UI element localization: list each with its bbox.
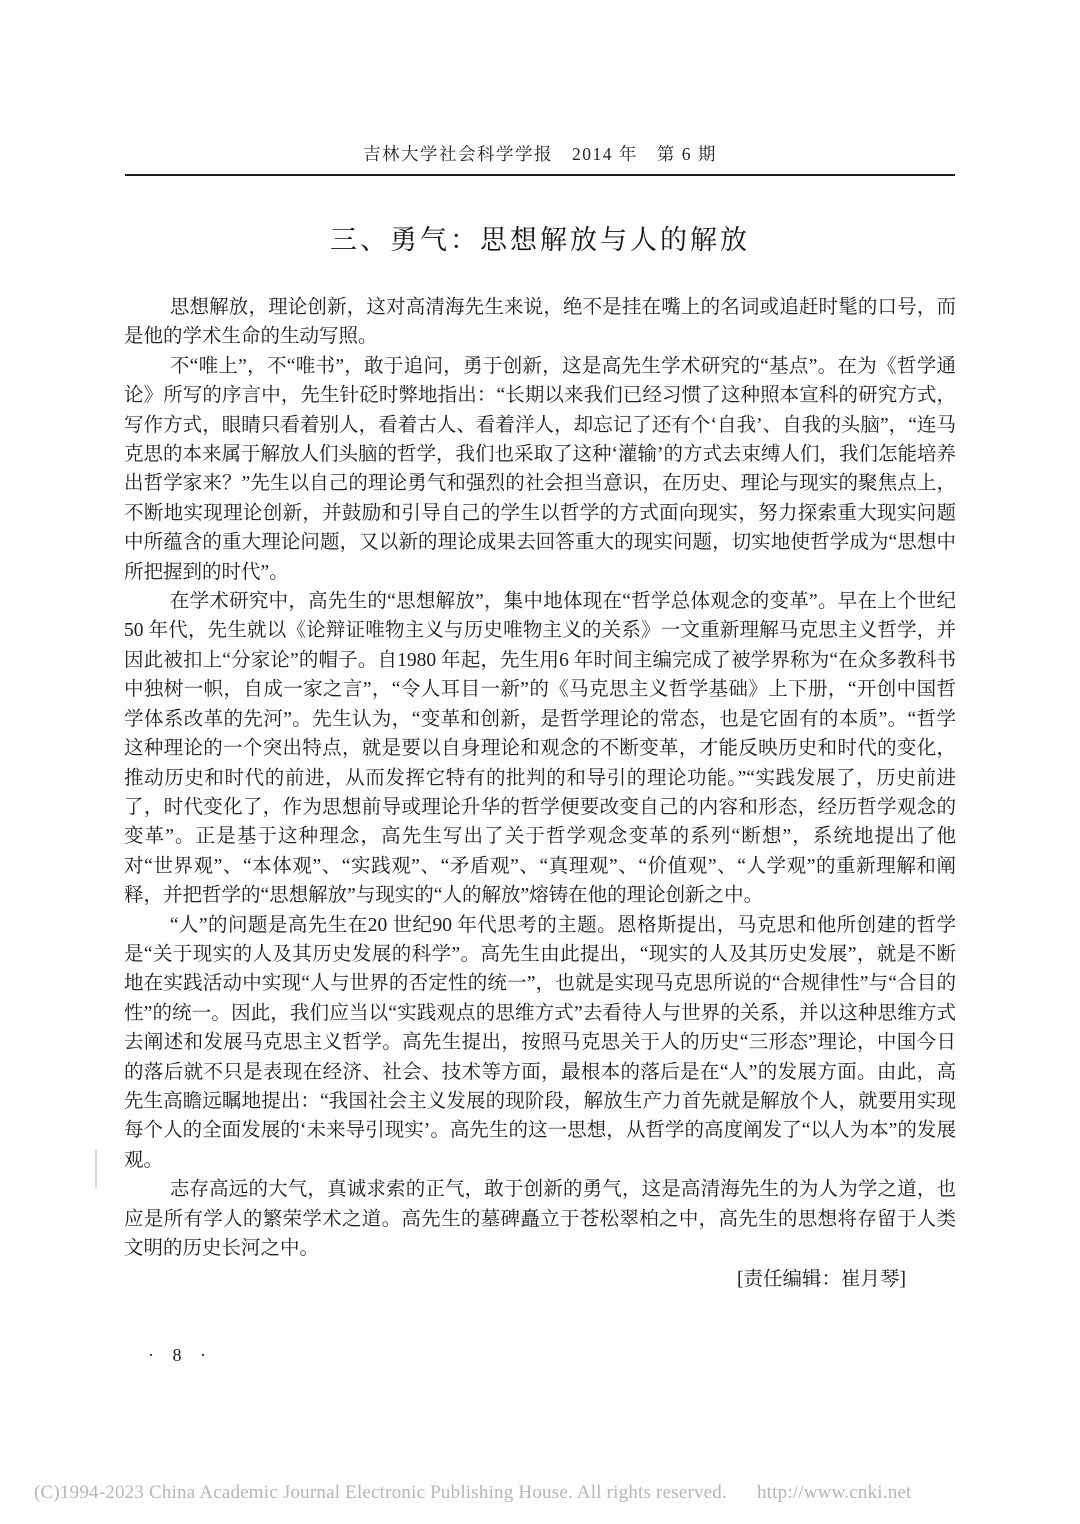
page-number: · 8 · — [148, 1344, 213, 1365]
scan-artifact — [95, 1150, 97, 1188]
paragraph: 思想解放，理论创新，这对高清海先生来说，绝不是挂在嘴上的名词或追赶时髦的口号，而是他的学术生命的生动写照。 — [124, 297, 956, 348]
footer — [34, 1482, 912, 1504]
journal-header: 吉林大学社会科学学报 2014 年 第 6 期 — [363, 144, 717, 164]
article-body — [124, 293, 956, 1263]
header-rule — [125, 174, 955, 176]
footer-url: http://www.cnki.net — [756, 1482, 912, 1503]
paragraph: “人”的问题是高先生在20 世纪90 年代思考的主题。恩格斯提出，马克思和他所创建的哲学是“关于现实的人及其历史发展的科学”。高先生由此提出，“现实的人及其历史发展”，就是不断地在实践活动中实现“人与世界的否定性的统一”，也就是实现马克思所说的“合规律性”与“合目的性”的统一。因此，我们应当以“实践观点的思维方式”去看待人与世界的关系，并以这种思维方式去阐述和发展马克思主义哲学。高先生提出，按照马克思关于人的历史“三形态”理论，中国今日的落后就不只是表现在经济、社会、技术等方面，最根本的落后是在“人”的发展方面。由此，高先生高瞻远瞩地提出：“我国社会主义发展的现阶段，解放生产力首先就是解放个人，就要用实现每个人的全面发展的‘未来导引现实’。高先生的这一思想，从哲学的高度阐发了“以人为本”的发展观。 — [124, 914, 956, 1171]
footer-copyright: (C)1994-2023 China Academic Journal Electronic Publishing House. All rights reserved. — [34, 1482, 727, 1503]
paragraph: 在学术研究中，高先生的“思想解放”，集中地体现在“哲学总体观念的变革”。早在上个世纪50 年代，先生就以《论辩证唯物主义与历史唯物主义的关系》一文重新理解马克思主义哲学，并因此被扣上“分家论”的帽子。自1980 年起，先生用6 年时间主编完成了被学界称为“在众多教科书中独树一帜，自成一家之言”，“令人耳目一新”的《马克思主义哲学基础》上下册，“开创中国哲学体系改革的先河”。先生认为，“变革和创新，是哲学理论的常态，也是它固有的本质”。“哲学这种理论的一个突出特点，就是要以自身理论和观念的不断变革，才能反映历史和时代的变化，推动历史和时代的前进，从而发挥它特有的批判的和导引的理论功能。”“实践发展了，历史前进了，时代变化了，作为思想前导或理论升华的哲学便要改变自己的内容和形态，经历哲学观念的变革”。正是基于这种理念，高先生写出了关于哲学观念变革的系列“断想”，系统地提出了他对“世界观”、“本体观”、“实践观”、“矛盾观”、“真理观”、“价值观”、“人学观”的重新理解和阐释，并把哲学的“思想解放”与现实的“人的解放”熔铸在他的理论创新之中。 — [124, 591, 956, 907]
paragraph: 志存高远的大气，真诚求索的正气，敢于创新的勇气，这是高清海先生的为人为学之道，也应是所有学人的繁荣学术之道。高先生的墓碑矗立于苍松翠柏之中，高先生的思想将存留于人类文明的历史长河之中。 — [124, 1179, 956, 1259]
editor-note: [责任编辑：崔月琴] — [737, 1269, 906, 1291]
section-title: 三、勇气：思想解放与人的解放 — [330, 225, 750, 255]
paragraph: 不“唯上”，不“唯书”，敢于追问，勇于创新，这是高先生学术研究的“基点”。在为《哲学通论》所写的序言中，先生针砭时弊地指出：“长期以来我们已经习惯了这种照本宣科的研究方式，写作方式，眼睛只看着别人，看着古人、看着洋人，却忘记了还有个‘自我’、自我的头脑”，“连马克思的本来属于解放人们头脑的哲学，我们也采取了这种‘灌输’的方式去束缚人们，我们怎能培养出哲学家来？”先生以自己的理论勇气和强烈的社会担当意识，在历史、理论与现实的聚焦点上，不断地实现理论创新，并鼓励和引导自己的学生以哲学的方式面向现实，努力探索重大现实问题中所蕴含的重大理论问题，又以新的理论成果去回答重大的现实问题，切实地使哲学成为“思想中所把握到的时代”。 — [124, 355, 956, 583]
